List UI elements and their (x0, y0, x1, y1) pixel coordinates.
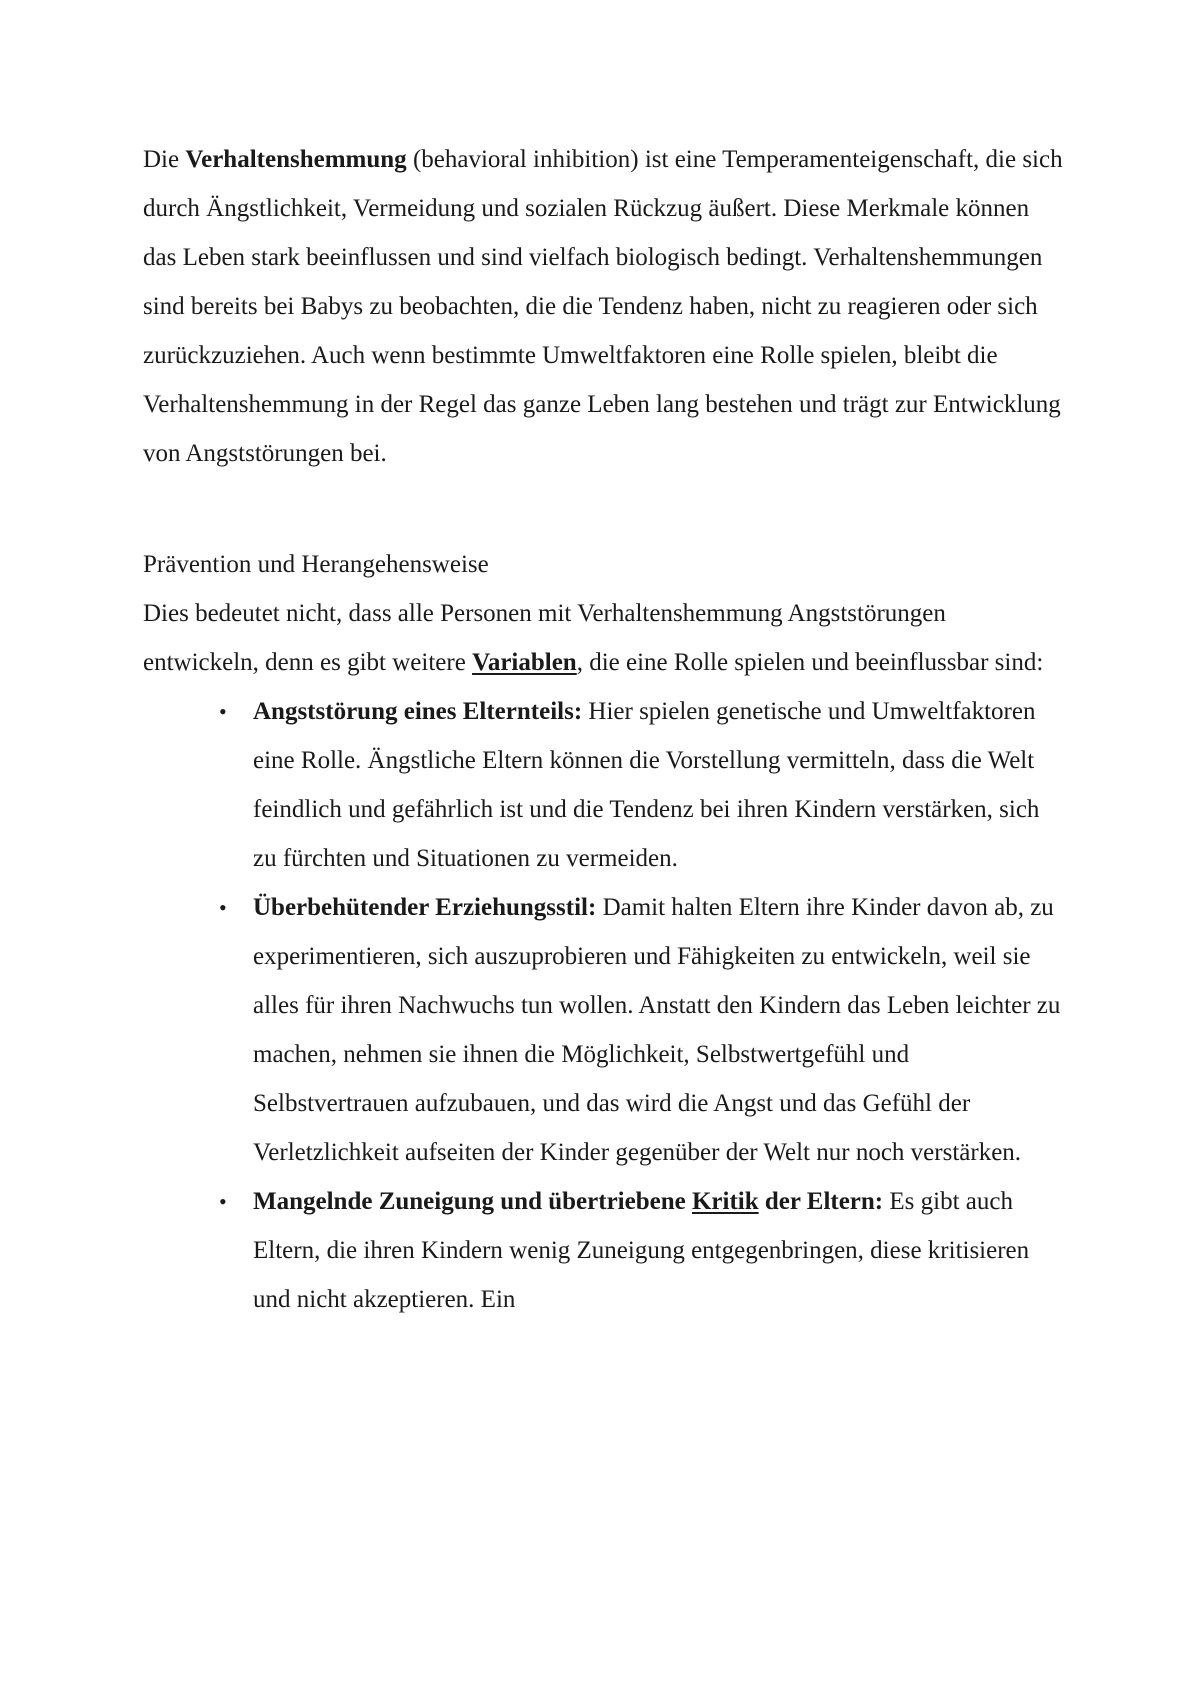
list-item-text: Es gibt auch Eltern, die ihren Kindern wenig Zuneigung entgegenbringen, diese kritisieren und nicht akzeptieren. Ein (253, 1188, 1030, 1313)
bullet-icon: • (219, 895, 227, 920)
list-item-text: Hier spielen genetische und Umweltfaktoren eine Rolle. Ängstliche Eltern können die Vorstellung vermitteln, dass die Welt feindlich und gefährlich ist und die Tendenz bei ihren Kindern verstärken, sich zu fürchten und Situationen zu vermeiden. (253, 698, 1040, 872)
list-item-text: Damit halten Eltern ihre Kinder davon ab, zu experimentieren, sich auszuprobieren und Fähigkeiten zu entwickeln, weil sie alles für ihren Nachwuchs tun wollen. Anstatt den Kindern das Leben leichter zu machen, nehmen sie ihnen die Möglichkeit, Selbstwertgefühl und Selbstvertrauen aufzubauen, und das wird die Angst und das Gefühl der Verletzlichkeit aufseiten der Kinder gegenüber der Welt nur noch verstärken. (253, 894, 1061, 1166)
list-item (143, 1177, 1063, 1324)
list-item (143, 687, 1063, 883)
intro-text-start: Die (143, 146, 186, 173)
list-item-heading-start: Mangelnde Zuneigung und übertriebene (253, 1188, 692, 1215)
document-body (143, 135, 1063, 1324)
section-lead-paragraph (143, 589, 1063, 687)
intro-text-rest: (behavioral inhibition) ist eine Temperamenteigenschaft, die sich durch Ängstlichkeit, Vermeidung und sozialen Rückzug äußert. Diese Merkmale können das Leben stark beeinflussen und sind vielfach biologisch bedingt. Verhaltenshemmungen sind bereits bei Babys zu beobachten, die die Tendenz haben, nicht zu reagieren oder sich zurückzuziehen. Auch wenn bestimmte Umweltfaktoren eine Rolle spielen, bleibt die Verhaltenshemmung in der Regel das ganze Leben lang bestehen und trägt zur Entwicklung von Angststörungen bei. (143, 146, 1063, 467)
kritik-link[interactable]: Kritik (691, 1188, 759, 1215)
intro-paragraph (143, 135, 1063, 478)
section-lead-start: Dies bedeutet nicht, dass alle Personen mit Verhaltenshemmung Angststörungen entwickeln, denn es gibt weitere (143, 600, 946, 676)
section-lead-end: , die eine Rolle spielen und beeinflussbar sind: (576, 649, 1044, 676)
variablen-link[interactable]: Variablen (472, 649, 577, 676)
list-item-heading: Überbehütender Erziehungsstil: (253, 894, 597, 921)
bullet-icon: • (219, 1189, 227, 1214)
bullet-icon: • (219, 699, 227, 724)
section-title: Prävention und Herangehensweise (143, 551, 489, 578)
list-item-heading: Angststörung eines Elternteils: (253, 698, 583, 725)
intro-bold-term: Verhaltenshemmung (185, 146, 407, 173)
list-item (143, 883, 1063, 1177)
list-item-heading-end: der Eltern: (758, 1188, 884, 1215)
factor-list (143, 687, 1063, 1324)
paragraph-spacer (143, 478, 1063, 540)
